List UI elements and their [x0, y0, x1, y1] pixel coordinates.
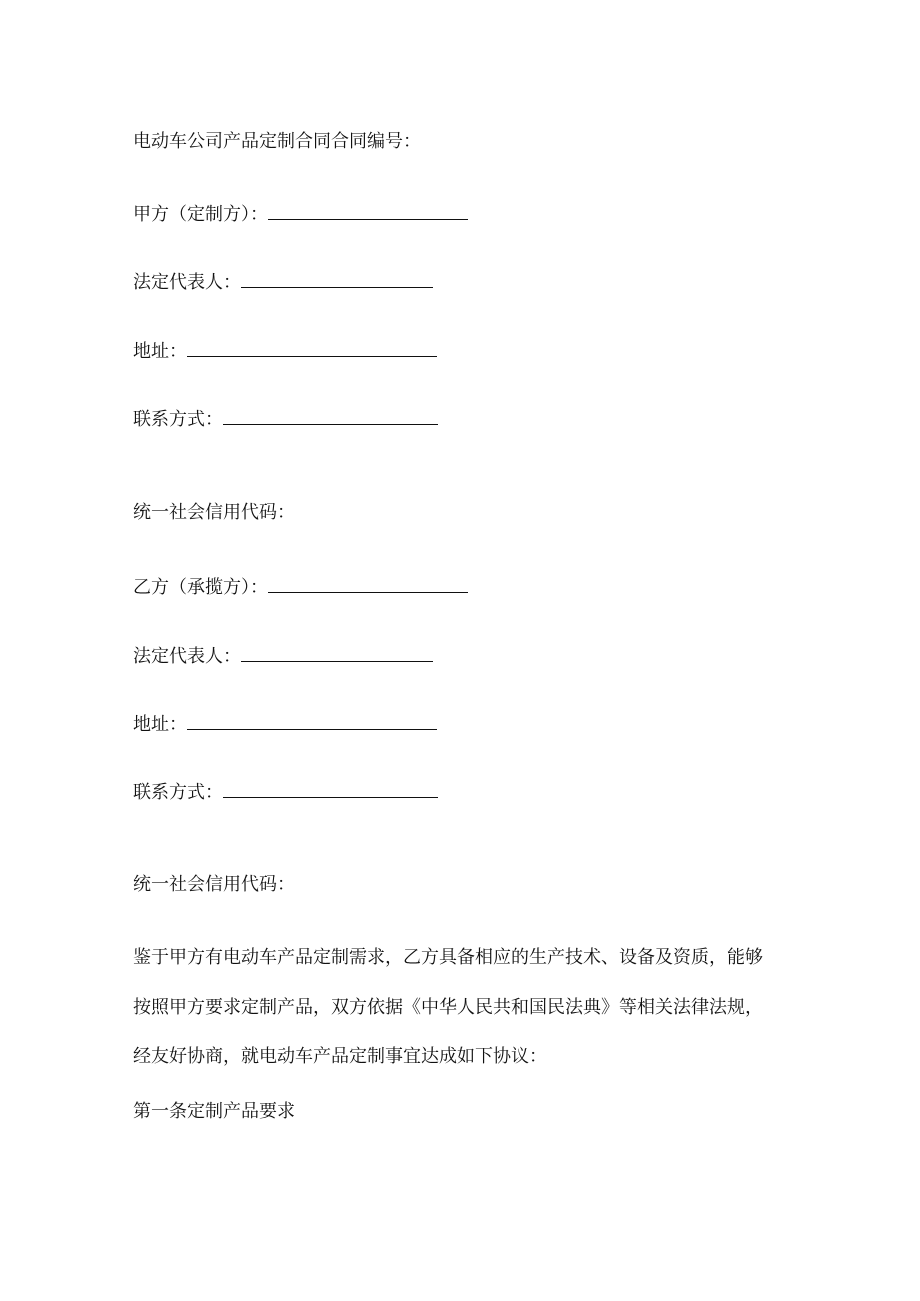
party-a-rep-blank	[241, 270, 433, 288]
party-b-contact-label: 联系方式：	[133, 782, 223, 803]
party-a-name-row	[133, 202, 468, 226]
party-b-rep-blank	[241, 644, 433, 662]
article-1-heading	[133, 1100, 295, 1124]
party-b-address-row	[133, 712, 437, 736]
party-a-address-row	[133, 339, 437, 363]
party-a-contact-blank	[223, 407, 438, 425]
party-a-rep-row	[133, 270, 433, 294]
party-a-contact-row	[133, 407, 438, 431]
contract-title	[133, 130, 421, 154]
preamble-line: 鉴于甲方有电动车产品定制需求，乙方具备相应的生产技术、设备及资质，能够	[133, 947, 763, 968]
party-b-credit-label: 统一社会信用代码：	[133, 874, 295, 895]
party-b-address-blank	[187, 712, 437, 730]
party-b-name-label: 乙方（承揽方）：	[133, 577, 268, 598]
party-b-rep-label: 法定代表人：	[133, 646, 241, 667]
party-b-contact-row	[133, 780, 438, 804]
party-a-name-label: 甲方（定制方）：	[133, 204, 268, 225]
party-a-name-blank	[268, 202, 468, 220]
contract-title-text: 电动车公司产品定制合同合同编号：	[133, 131, 421, 152]
party-b-name-blank	[268, 575, 468, 593]
party-b-name-row	[133, 575, 468, 599]
party-a-rep-label: 法定代表人：	[133, 272, 241, 293]
party-b-contact-blank	[223, 780, 438, 798]
article-1-heading-text: 第一条定制产品要求	[133, 1101, 295, 1122]
party-a-contact-label: 联系方式：	[133, 409, 223, 430]
preamble-line: 经友好协商，就电动车产品定制事宜达成如下协议：	[133, 1046, 547, 1067]
preamble-line: 按照甲方要求定制产品，双方依据《中华人民共和国民法典》等相关法律法规，	[133, 997, 763, 1018]
party-b-credit-row	[133, 873, 295, 897]
party-a-credit-label: 统一社会信用代码：	[133, 502, 295, 523]
party-a-credit-row	[133, 501, 295, 525]
party-b-address-label: 地址：	[133, 714, 187, 735]
party-b-rep-row	[133, 644, 433, 668]
party-a-address-blank	[187, 339, 437, 357]
party-a-address-label: 地址：	[133, 341, 187, 362]
